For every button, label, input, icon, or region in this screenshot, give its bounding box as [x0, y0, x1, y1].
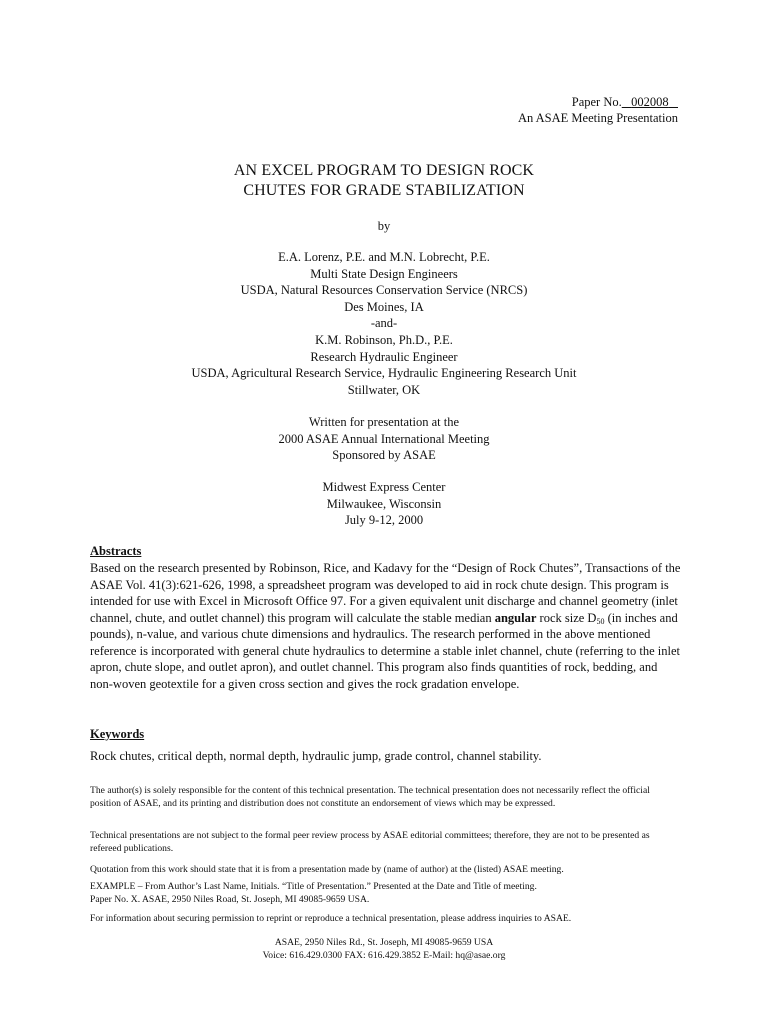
by-label: by	[377, 219, 391, 233]
disclaimer-responsibility: The author(s) is solely responsible for the content of this technical presentation. The technical presentation does not necessarily reflect the official position of ASAE, and its printing and distribution does not constitute an endorsement of views which may be expressed.	[90, 785, 650, 809]
footer-address: ASAE, 2950 Niles Rd., St. Joseph, MI 49085-9659 USA	[274, 937, 494, 948]
keywords-text: Rock chutes, critical depth, normal depth, hydraulic jump, grade control, channel stability.	[90, 749, 542, 763]
abstract-bold-word: angular	[494, 610, 537, 625]
author-line: USDA, Agricultural Research Service, Hydraulic Engineering Research Unit	[191, 366, 577, 381]
title-line-1: AN EXCEL PROGRAM TO DESIGN ROCK	[233, 162, 535, 179]
venue-line: Midwest Express Center	[322, 480, 446, 494]
keywords-heading: Keywords	[90, 727, 145, 741]
abstract-text	[90, 560, 682, 692]
venue-line: Milwaukee, Wisconsin	[326, 496, 442, 511]
paper-number-label: Paper No.	[571, 95, 622, 109]
author-line: Stillwater, OK	[347, 382, 421, 397]
title-line-2: CHUTES FOR GRADE STABILIZATION	[243, 182, 525, 199]
abstract-part: Based on the research presented by Robinson, Rice, and Kadavy for the “Design of Rock Chutes”, Transactions of the ASAE Vol. 41(3):621-626, 1998, a spreadsheet program was developed to aid in rock chute design. This program is intended for use with Excel in Microsoft Office 97. For a given equivalent unit discharge and channel geometry (inlet channel, chute, and outlet channel) this program will calculate the stable median	[90, 561, 681, 625]
author-line: E.A. Lorenz, P.E. and M.N. Lobrecht, P.E.	[278, 250, 490, 264]
meeting-line: 2000 ASAE Annual International Meeting	[278, 431, 490, 446]
author-line: USDA, Natural Resources Conservation Service (NRCS)	[240, 283, 528, 298]
author-line: -and-	[370, 316, 398, 331]
abstract-part: rock size D	[536, 610, 597, 625]
venue-line: July 9-12, 2000	[344, 513, 424, 528]
disclaimer-quotation: Quotation from this work should state that it is from a presentation made by (name of author) at the (listed) ASAE meeting.	[90, 864, 564, 875]
paper-number	[572, 94, 678, 111]
abstract-heading: Abstracts	[90, 544, 142, 558]
disclaimer-peer-review: Technical presentations are not subject to the formal peer review process by ASAE editorial committees; therefore, they are not to be presented as refereed publications.	[90, 830, 650, 854]
disclaimer-permission: For information about securing permission to reprint or reproduce a technical presentation, please address inquiries to ASAE.	[90, 913, 572, 924]
abstract-subscript: 50	[596, 616, 605, 626]
presentation-type: An ASAE Meeting Presentation	[517, 111, 678, 125]
disclaimer-example-paper: Paper No. X. ASAE, 2950 Niles Road, St. Joseph, MI 49085-9659 USA.	[90, 894, 370, 905]
author-line: Des Moines, IA	[344, 299, 424, 314]
meeting-line: Written for presentation at the	[308, 415, 460, 429]
footer-contact: Voice: 616.429.0300 FAX: 616.429.3852 E-Mail: hq@asae.org	[262, 950, 506, 961]
disclaimer-example: EXAMPLE – From Author’s Last Name, Initials. “Title of Presentation.” Presented at the Date and Title of meeting.	[90, 881, 537, 892]
abstract-part: (in inches and pounds), n-value, and various chute dimensions and hydraulics. The research performed in the above mentioned reference is incorporated with general chute hydraulics to determine a stable inlet channel, chute (referring to the inlet apron, chute slope, and outlet apron), and outlet channel. This program also finds quantities of rock, bedding, and non-woven geotextile for a given cross section and gives the rock gradation envelope.	[90, 610, 681, 691]
author-line: Multi State Design Engineers	[310, 266, 458, 281]
meeting-line: Sponsored by ASAE	[332, 448, 436, 463]
author-line: K.M. Robinson, Ph.D., P.E.	[315, 333, 453, 347]
author-line: Research Hydraulic Engineer	[310, 349, 458, 364]
paper-number-value: 002008	[631, 95, 669, 109]
